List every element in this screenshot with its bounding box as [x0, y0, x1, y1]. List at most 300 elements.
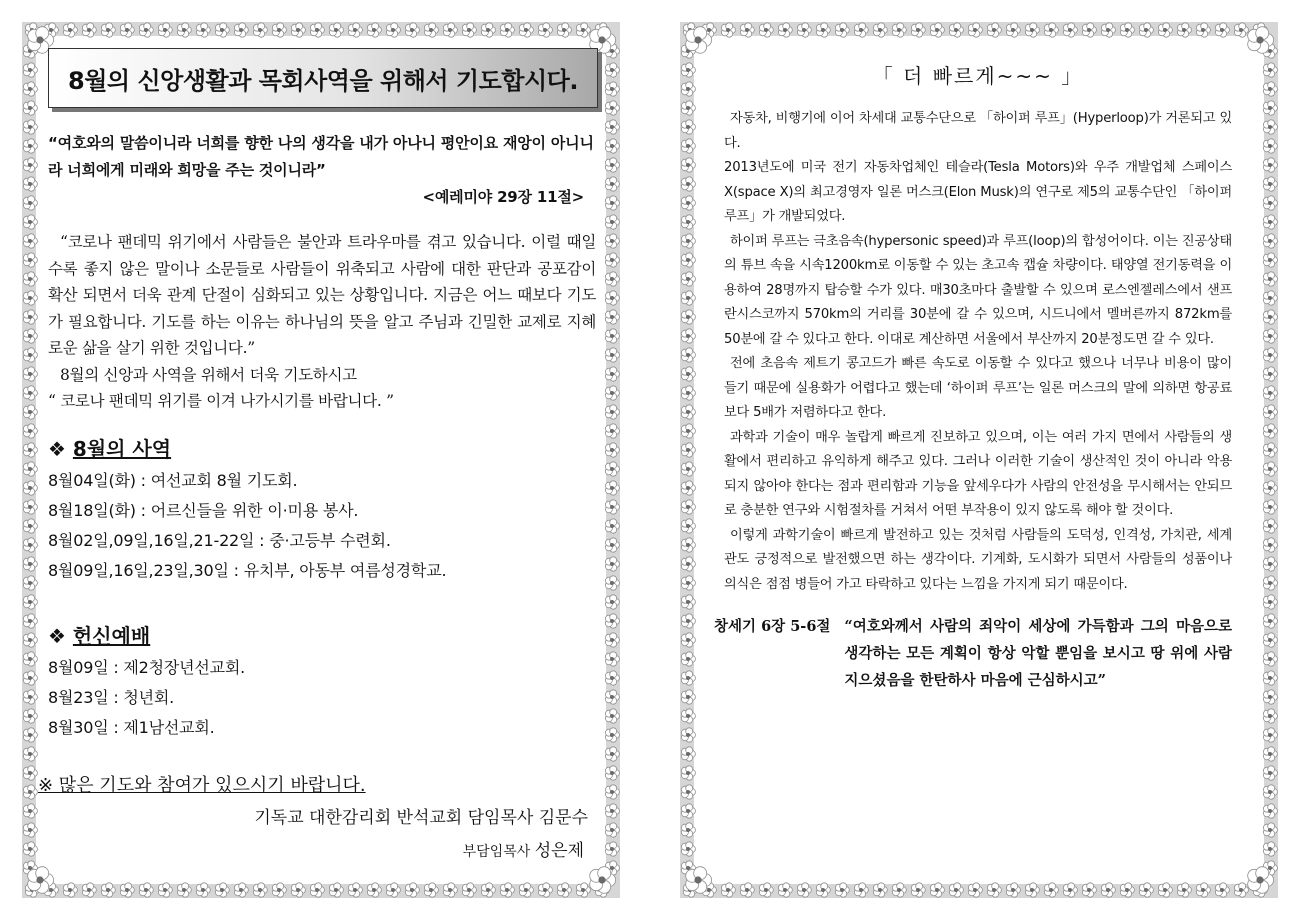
flower-icon: [23, 196, 37, 210]
column-paragraph: 전에 초음속 제트기 콩고드가 빠른 속도로 이동할 수 있다고 했으나 너무나 비용이 많이 들기 때문에 실용화가 어렵다고 했는데 ‘하이퍼 루프’는 일론 머스크의 말에 의하면 항공료보다 5배가 저렴하다고 한다.: [724, 356, 1232, 420]
flower-icon: [681, 766, 695, 780]
flower-icon: [681, 500, 695, 514]
flower-icon: [1263, 443, 1277, 457]
flower-icon: [23, 424, 37, 438]
flower-icon: [1120, 883, 1134, 897]
flower-icon: [892, 883, 906, 897]
flower-icon: [1263, 804, 1277, 818]
flower-icon: [1263, 538, 1277, 552]
flower-icon: [873, 23, 887, 37]
flower-icon: [605, 44, 619, 58]
flower-icon: [1101, 23, 1115, 37]
flower-icon: [1263, 747, 1277, 761]
flower-icon: [23, 405, 37, 419]
flower-icon: [1263, 500, 1277, 514]
flower-icon: [740, 883, 754, 897]
flower-icon: [272, 883, 286, 897]
flower-icon: [911, 23, 925, 37]
flower-icon: [23, 253, 37, 267]
column-paragraph: 이렇게 과학기술이 빠르게 발전하고 있는 것처럼 사람들의 도덕성, 인격성, 가치관, 세계관도 긍정적으로 발전했으면 하는 생각이다. 기계화, 도시화가 되면서 사람들의 성품이나 의식은 점점 병들어 가고 타락하고 있다는 느낌을 가지게 되기 때문이다.: [724, 527, 1232, 592]
flower-icon: [424, 23, 438, 37]
flower-icon: [681, 367, 695, 381]
flower-icon: [740, 23, 754, 37]
flower-icon: [23, 177, 37, 191]
closing-note: ※ 많은 기도와 참여가 있으시기 바랍니다.: [38, 774, 366, 796]
flower-icon: [386, 883, 400, 897]
flower-icon: [930, 883, 944, 897]
ministry-heading: 8월의 사역: [72, 436, 172, 461]
flower-icon: [681, 177, 695, 191]
flower-icon: [462, 23, 476, 37]
flower-icon: [1139, 883, 1153, 897]
flower-icon: [1120, 23, 1134, 37]
flower-icon: [158, 23, 172, 37]
flower-icon: [1263, 63, 1277, 77]
flower-icon: [1044, 883, 1058, 897]
flower-icon: [681, 823, 695, 837]
flower-icon: [1025, 23, 1039, 37]
page-title: 8월의 신앙생활과 목회사역을 위해서 기도합시다.: [68, 66, 578, 95]
flower-icon: [797, 883, 811, 897]
flower-icon: [968, 23, 982, 37]
flower-icon: [23, 709, 37, 723]
flower-icon: [759, 23, 773, 37]
flower-icon: [1263, 519, 1277, 533]
flower-icon: [23, 63, 37, 77]
column-paragraph: 과학과 기술이 매우 놀랍게 빠르게 진보하고 있으며, 이는 여러 가지 면에서 사람들의 생활에서 편리하고 유익하게 해주고 있다. 그러나 이러한 기술이 생산적인 것이 아니라 악용되지 않아야 한다는 점과 편리함과 기능을 앞세우다가 사람의 안전성을 무시해서는 안되므로 충분한 연구와 시험절차를 거쳐서 어떤 부작용이 있지 않도록 해야 할 것이다.: [724, 429, 1232, 518]
associate-signature: [48, 836, 596, 861]
flower-icon: [605, 158, 619, 172]
flower-icon: [481, 883, 495, 897]
flower-icon: [23, 44, 37, 58]
flower-icon: [605, 728, 619, 742]
flower-icon: [1234, 883, 1248, 897]
flower-icon: [443, 883, 457, 897]
flower-icon: [23, 101, 37, 115]
flower-icon: [1263, 690, 1277, 704]
flower-icon: [605, 405, 619, 419]
flower-icon: [683, 23, 697, 37]
flower-icon: [911, 883, 925, 897]
verse-reference: <예레미야 29장 11절>: [422, 188, 584, 206]
flower-icon: [681, 481, 695, 495]
column-body: [724, 107, 1232, 597]
flower-icon: [605, 348, 619, 362]
flower-icon: [816, 23, 830, 37]
worship-heading: 헌신예배: [72, 623, 151, 648]
flower-icon: [892, 23, 906, 37]
flower-icon: [177, 23, 191, 37]
flower-icon: [291, 883, 305, 897]
flower-icon: [686, 867, 712, 894]
closing-verse: [714, 613, 1232, 694]
flower-icon: [681, 671, 695, 685]
list-item: 8월30일 : 제1남선교회.: [48, 717, 215, 737]
flower-icon: [348, 23, 362, 37]
list-item: 8월23일 : 청년회.: [48, 687, 175, 707]
flower-icon: [63, 883, 77, 897]
flower-icon: [1196, 23, 1210, 37]
flower-icon: [1263, 139, 1277, 153]
flower-icon: [23, 310, 37, 324]
flower-icon: [605, 785, 619, 799]
flower-icon: [576, 23, 590, 37]
flower-icon: [681, 595, 695, 609]
column-paragraph: 자동차, 비행기에 이어 차세대 교통수단으로 「하이퍼 루프」(Hyperloop)가 거론되고 있다.: [724, 111, 1232, 151]
flower-icon: [1263, 215, 1277, 229]
flower-icon: [557, 23, 571, 37]
flower-icon: [23, 766, 37, 780]
ministry-section-title: [48, 433, 596, 462]
flower-icon: [23, 728, 37, 742]
flower-icon: [23, 557, 37, 571]
flower-icon: [139, 23, 153, 37]
flower-icon: [681, 652, 695, 666]
flower-icon: [605, 120, 619, 134]
flower-icon: [101, 883, 115, 897]
flower-icon: [196, 23, 210, 37]
flower-icon: [253, 23, 267, 37]
flower-icon: [595, 883, 609, 897]
flower-icon: [82, 883, 96, 897]
flower-icon: [595, 23, 609, 37]
flower-icon: [23, 443, 37, 457]
flower-icon: [1263, 861, 1277, 875]
flower-icon: [23, 367, 37, 381]
flower-icon: [519, 883, 533, 897]
closing-block: [38, 771, 596, 861]
flower-icon: [538, 23, 552, 37]
flower-icon: [681, 728, 695, 742]
flower-icon: [1263, 272, 1277, 286]
diamond-bullet-icon: ❖: [48, 436, 66, 461]
flower-icon: [605, 861, 619, 875]
flower-icon: [82, 23, 96, 37]
flower-icon: [23, 158, 37, 172]
flower-icon: [605, 671, 619, 685]
flower-icon: [605, 310, 619, 324]
flower-icon: [23, 576, 37, 590]
flower-icon: [605, 139, 619, 153]
flower-icon: [681, 310, 695, 324]
flower-icon: [23, 481, 37, 495]
flower-icon: [23, 329, 37, 343]
flower-icon: [1158, 23, 1172, 37]
flower-icon: [405, 23, 419, 37]
signature: 기독교 대한감리회 반석교회 담임목사 김문수: [254, 807, 588, 828]
flower-icon: [538, 883, 552, 897]
flower-icon: [681, 709, 695, 723]
flower-icon: [605, 519, 619, 533]
flower-icon: [23, 861, 37, 875]
closing-verse-text: “여호와께서 사람의 죄악이 세상에 가득함과 그의 마음으로 생각하는 모든 계획이 항상 악할 뿐임을 보시고 땅 위에 사람 지으셨음을 한탄하사 마음에 근심하시고”: [844, 618, 1232, 689]
flower-icon: [835, 23, 849, 37]
flower-icon: [681, 538, 695, 552]
flower-icon: [23, 671, 37, 685]
flower-icon: [1025, 883, 1039, 897]
flower-icon: [721, 883, 735, 897]
flower-icon: [873, 883, 887, 897]
flower-icon: [605, 196, 619, 210]
flower-icon: [1044, 23, 1058, 37]
flower-icon: [44, 883, 58, 897]
flower-icon: [120, 23, 134, 37]
flower-icon: [1253, 883, 1267, 897]
flower-icon: [23, 462, 37, 476]
flower-icon: [158, 883, 172, 897]
worship-section-title: [48, 620, 596, 649]
flower-icon: [605, 633, 619, 647]
flower-icon: [1177, 23, 1191, 37]
associate-name: 성은제: [534, 840, 584, 861]
flower-icon: [590, 867, 616, 894]
flower-icon: [367, 883, 381, 897]
flower-icon: [23, 785, 37, 799]
flower-icon: [1263, 386, 1277, 400]
flower-icon: [681, 234, 695, 248]
right-page: [680, 22, 1278, 898]
flower-icon: [1248, 867, 1274, 894]
flower-icon: [25, 883, 39, 897]
flower-icon: [23, 595, 37, 609]
flower-icon: [681, 63, 695, 77]
flower-icon: [1263, 671, 1277, 685]
closing-verse-reference: 창세기 6장 5-6절: [714, 618, 831, 635]
flower-icon: [605, 215, 619, 229]
flower-icon: [681, 291, 695, 305]
flower-icon: [329, 23, 343, 37]
message-line: 8월의 신앙과 사역을 위해서 더욱 기도하시고: [60, 365, 357, 384]
flower-icon: [605, 690, 619, 704]
flower-icon: [605, 652, 619, 666]
flower-icon: [778, 23, 792, 37]
flower-icon: [681, 861, 695, 875]
flower-icon: [25, 23, 39, 37]
flower-icon: [291, 23, 305, 37]
flower-icon: [681, 785, 695, 799]
flower-icon: [443, 23, 457, 37]
flower-icon: [1215, 23, 1229, 37]
flower-icon: [23, 804, 37, 818]
flower-icon: [23, 82, 37, 96]
flower-icon: [605, 272, 619, 286]
flower-icon: [215, 23, 229, 37]
diamond-bullet-icon: ❖: [48, 623, 66, 648]
flower-icon: [1263, 766, 1277, 780]
flower-icon: [681, 633, 695, 647]
flower-icon: [1263, 652, 1277, 666]
flower-icon: [1263, 120, 1277, 134]
flower-icon: [835, 883, 849, 897]
flower-icon: [23, 120, 37, 134]
flower-icon: [1263, 196, 1277, 210]
flower-icon: [681, 101, 695, 115]
flower-icon: [23, 842, 37, 856]
associate-label: 부담임목사: [462, 843, 531, 860]
flower-icon: [386, 23, 400, 37]
flower-icon: [1263, 462, 1277, 476]
flower-icon: [1263, 348, 1277, 362]
list-item: 8월18일(화) : 어르신들을 위한 이·미용 봉사.: [48, 500, 359, 520]
flower-icon: [139, 883, 153, 897]
flower-icon: [605, 538, 619, 552]
flower-icon: [681, 747, 695, 761]
flower-icon: [23, 614, 37, 628]
flower-icon: [1263, 633, 1277, 647]
flower-icon: [681, 386, 695, 400]
flower-icon: [23, 215, 37, 229]
flower-icon: [1263, 158, 1277, 172]
flower-icon: [681, 82, 695, 96]
flower-icon: [605, 462, 619, 476]
flower-icon: [177, 883, 191, 897]
flower-icon: [1263, 291, 1277, 305]
flower-icon: [1263, 595, 1277, 609]
flower-icon: [949, 23, 963, 37]
flower-icon: [681, 139, 695, 153]
flower-icon: [234, 883, 248, 897]
flower-icon: [605, 253, 619, 267]
flower-icon: [605, 101, 619, 115]
flower-icon: [681, 272, 695, 286]
flower-icon: [1263, 367, 1277, 381]
flower-icon: [310, 23, 324, 37]
flower-icon: [681, 196, 695, 210]
flower-icon: [681, 614, 695, 628]
flower-icon: [605, 367, 619, 381]
flower-icon: [63, 23, 77, 37]
flower-icon: [681, 842, 695, 856]
flower-icon: [605, 177, 619, 191]
flower-icon: [23, 652, 37, 666]
message-paragraph: “코로나 팬데믹 위기에서 사람들은 불안과 트라우마를 겪고 있습니다. 이럴 때일수록 좋지 않은 말이나 소문들로 사람들이 위축되고 사람에 대한 판단과 공포감이 확산 되면서 더욱 관계 단절이 심화되고 있는 상황입니다. 지금은 어느 때보다 기도가 필요합니다. 기도를 하는 이유는 하나님의 뜻을 알고 주님과 긴밀한 교제로 지혜로운 삶을 살기 위한 것입니다.”: [48, 233, 596, 357]
flower-icon: [23, 272, 37, 286]
flower-icon: [968, 883, 982, 897]
column-paragraph: 2013년도에 미국 전기 자동차업체인 테슬라(Tesla Motors)와 우주 개발업체 스페이스X(space X)의 최고경영자 일론 머스크(Elon Musk)의 연구로 제5의 교통수단인 「하이퍼 루프」가 개발되었다.: [724, 160, 1232, 224]
flower-icon: [605, 709, 619, 723]
flower-icon: [1263, 576, 1277, 590]
flower-icon: [23, 386, 37, 400]
flower-icon: [1063, 23, 1077, 37]
scripture-verse: [48, 130, 596, 211]
flower-icon: [778, 883, 792, 897]
flower-icon: [481, 23, 495, 37]
flower-icon: [1006, 883, 1020, 897]
flower-icon: [234, 23, 248, 37]
flower-icon: [681, 253, 695, 267]
flower-icon: [1263, 424, 1277, 438]
flower-icon: [987, 883, 1001, 897]
column-paragraph: 하이퍼 루프는 극초음속(hypersonic speed)과 루프(loop)의 합성어이다. 이는 진공상태의 튜브 속을 시속1200km로 이동할 수 있는 초고속 캡슐 차량이다. 태양열 전기동력을 이용하여 28명까지 탑승할 수가 있다. 매30초마다 출발할 수 있으며 로스엔젤레스에서 샌프란시스코까지 570km의 거리를 30분에 갈 수 있으며, 시드니에서 멜버른까지 872km를 50분에 갈 수 있다고 한다. 이대로 계산하면 서울에서 부산까지 20분정도면 갈 수 있다.: [724, 233, 1232, 347]
flower-icon: [424, 883, 438, 897]
flower-icon: [686, 27, 712, 54]
flower-icon: [1063, 883, 1077, 897]
page-title-box: [48, 48, 598, 108]
flower-icon: [681, 405, 695, 419]
flower-icon: [576, 883, 590, 897]
flower-icon: [23, 139, 37, 153]
flower-icon: [1139, 23, 1153, 37]
worship-list: [48, 653, 596, 743]
flower-icon: [1263, 253, 1277, 267]
list-item: 8월09일 : 제2청장년선교회.: [48, 657, 246, 677]
flower-icon: [1006, 23, 1020, 37]
flower-icon: [681, 44, 695, 58]
flower-icon: [1263, 785, 1277, 799]
flower-icon: [605, 747, 619, 761]
flower-icon: [1082, 883, 1096, 897]
flower-icon: [1263, 842, 1277, 856]
flower-icon: [1263, 310, 1277, 324]
flower-icon: [605, 234, 619, 248]
flower-icon: [759, 883, 773, 897]
list-item: 8월04일(화) : 여선교회 8월 기도회.: [48, 470, 298, 490]
flower-icon: [1196, 883, 1210, 897]
flower-icon: [797, 23, 811, 37]
flower-icon: [605, 804, 619, 818]
left-page: [22, 22, 620, 898]
flower-icon: [681, 329, 695, 343]
flower-icon: [253, 883, 267, 897]
flower-icon: [987, 23, 1001, 37]
flower-icon: [348, 883, 362, 897]
flower-icon: [405, 883, 419, 897]
flower-icon: [500, 883, 514, 897]
flower-icon: [605, 766, 619, 780]
flower-icon: [1263, 234, 1277, 248]
flower-icon: [1158, 883, 1172, 897]
flower-icon: [683, 883, 697, 897]
flower-icon: [681, 804, 695, 818]
flower-icon: [329, 883, 343, 897]
flower-icon: [28, 867, 54, 894]
list-item: 8월09일,16일,23일,30일 : 유치부, 아동부 여름성경학교.: [48, 560, 447, 580]
flower-icon: [215, 883, 229, 897]
flower-icon: [44, 23, 58, 37]
flower-icon: [23, 519, 37, 533]
flower-icon: [1263, 329, 1277, 343]
flower-icon: [681, 120, 695, 134]
flower-icon: [605, 500, 619, 514]
flower-icon: [1263, 44, 1277, 58]
flower-icon: [23, 234, 37, 248]
flower-icon: [854, 23, 868, 37]
message-line: “ 코로나 팬데믹 위기를 이겨 나가시기를 바랍니다. ”: [48, 392, 394, 410]
flower-icon: [605, 386, 619, 400]
flower-icon: [367, 23, 381, 37]
flower-icon: [557, 883, 571, 897]
flower-icon: [462, 883, 476, 897]
flower-icon: [605, 291, 619, 305]
flower-icon: [605, 595, 619, 609]
flower-icon: [1248, 27, 1274, 54]
verse-text: “여호와의 말씀이니라 너희를 향한 나의 생각을 내가 아나니 평안이요 재앙이 아니니라 너희에게 미래와 희망을 주는 것이니라”: [48, 134, 594, 179]
column-title: 「 더 빠르게~~~ 」: [872, 64, 1084, 88]
flower-icon: [1263, 405, 1277, 419]
flower-icon: [605, 557, 619, 571]
flower-icon: [519, 23, 533, 37]
flower-icon: [272, 23, 286, 37]
ministry-list: [48, 466, 596, 586]
flower-icon: [23, 747, 37, 761]
flower-icon: [1253, 23, 1267, 37]
flower-icon: [1263, 557, 1277, 571]
flower-icon: [605, 329, 619, 343]
flower-icon: [854, 883, 868, 897]
flower-icon: [681, 158, 695, 172]
flower-icon: [23, 690, 37, 704]
flower-icon: [1263, 481, 1277, 495]
